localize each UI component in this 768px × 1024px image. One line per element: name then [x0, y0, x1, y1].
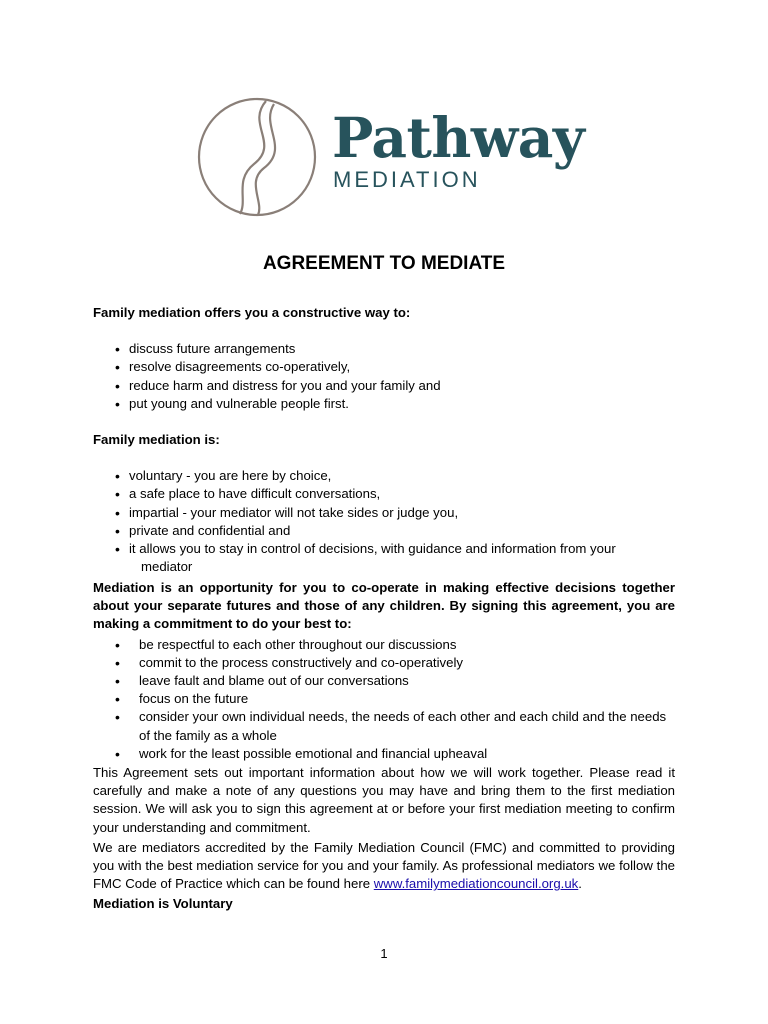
- agreement-paragraph: This Agreement sets out important information about how we will work together. Please read it carefully and make a note of any questions you may have and bring them to the first mediation session. We will ask you to sign this agreement at or before your first mediation meeting to confirm your understanding and commitment.: [93, 765, 675, 835]
- list-item: • a safe place to have difficult conversations,: [93, 485, 675, 503]
- logo-brand-text: Pathway: [332, 105, 585, 170]
- list-item: • focus on the future: [93, 690, 675, 708]
- section-heading: Family mediation offers you a constructive way to:: [93, 305, 411, 320]
- list-item: • be respectful to each other throughout our discussions: [93, 636, 675, 654]
- logo-subtitle-text: MEDIATION: [333, 167, 481, 192]
- section-constructive-way: [93, 304, 675, 413]
- section-heading-voluntary: Mediation is Voluntary: [93, 896, 233, 912]
- list-item: • work for the least possible emotional and financial upheaval: [93, 745, 675, 763]
- bullet-list: [93, 467, 675, 576]
- page-title: AGREEMENT TO MEDIATE: [262, 253, 506, 274]
- list-item-text: it allows you to stay in control of decisions, with guidance and information from your: [129, 541, 616, 557]
- fmc-paragraph-text: We are mediators accredited by the Family Mediation Council (FMC) and committed to providing you with the best mediation service for you and your family. As professional mediators we follow the FMC Code of Practice which can be found here: [93, 839, 675, 892]
- bullet-list: [93, 636, 675, 763]
- list-item: • private and confidential and: [93, 522, 675, 540]
- list-item: • discuss future arrangements: [93, 340, 675, 358]
- pathway-mediation-logo: [196, 96, 585, 218]
- fmc-paragraph-end: .: [578, 876, 582, 892]
- list-item: • commit to the process constructively and co-operatively: [93, 654, 675, 672]
- list-item: • impartial - your mediator will not take sides or judge you,: [93, 504, 675, 522]
- list-item: • put young and vulnerable people first.: [93, 395, 675, 413]
- section-mediation-is: [93, 431, 675, 576]
- list-item: • leave fault and blame out of our conversations: [93, 672, 675, 690]
- list-item: • resolve disagreements co-operatively,: [93, 358, 675, 376]
- fmc-website-link[interactable]: www.familymediationcouncil.org.uk: [373, 876, 579, 892]
- list-item: • consider your own individual needs, the needs of each other and each child and the needs of the family as a whole: [93, 708, 675, 744]
- list-item: • reduce harm and distress for you and your family and: [93, 377, 675, 395]
- bullet-list: [93, 340, 675, 413]
- circle-wave-logo-icon: [196, 96, 318, 218]
- list-item: [93, 540, 675, 576]
- fmc-paragraph: [93, 839, 675, 894]
- section-heading: Family mediation is:: [93, 432, 220, 447]
- section-heading: Mediation is an opportunity for you to co-operate in making effective decisions together about your separate futures and those of any children. By signing this agreement, you are making a commitment to do your best to:: [93, 580, 675, 632]
- page-number: 1: [380, 946, 388, 961]
- list-item-continuation: mediator: [141, 559, 193, 575]
- section-commitment: [93, 579, 675, 914]
- list-item: • voluntary - you are here by choice,: [93, 467, 675, 485]
